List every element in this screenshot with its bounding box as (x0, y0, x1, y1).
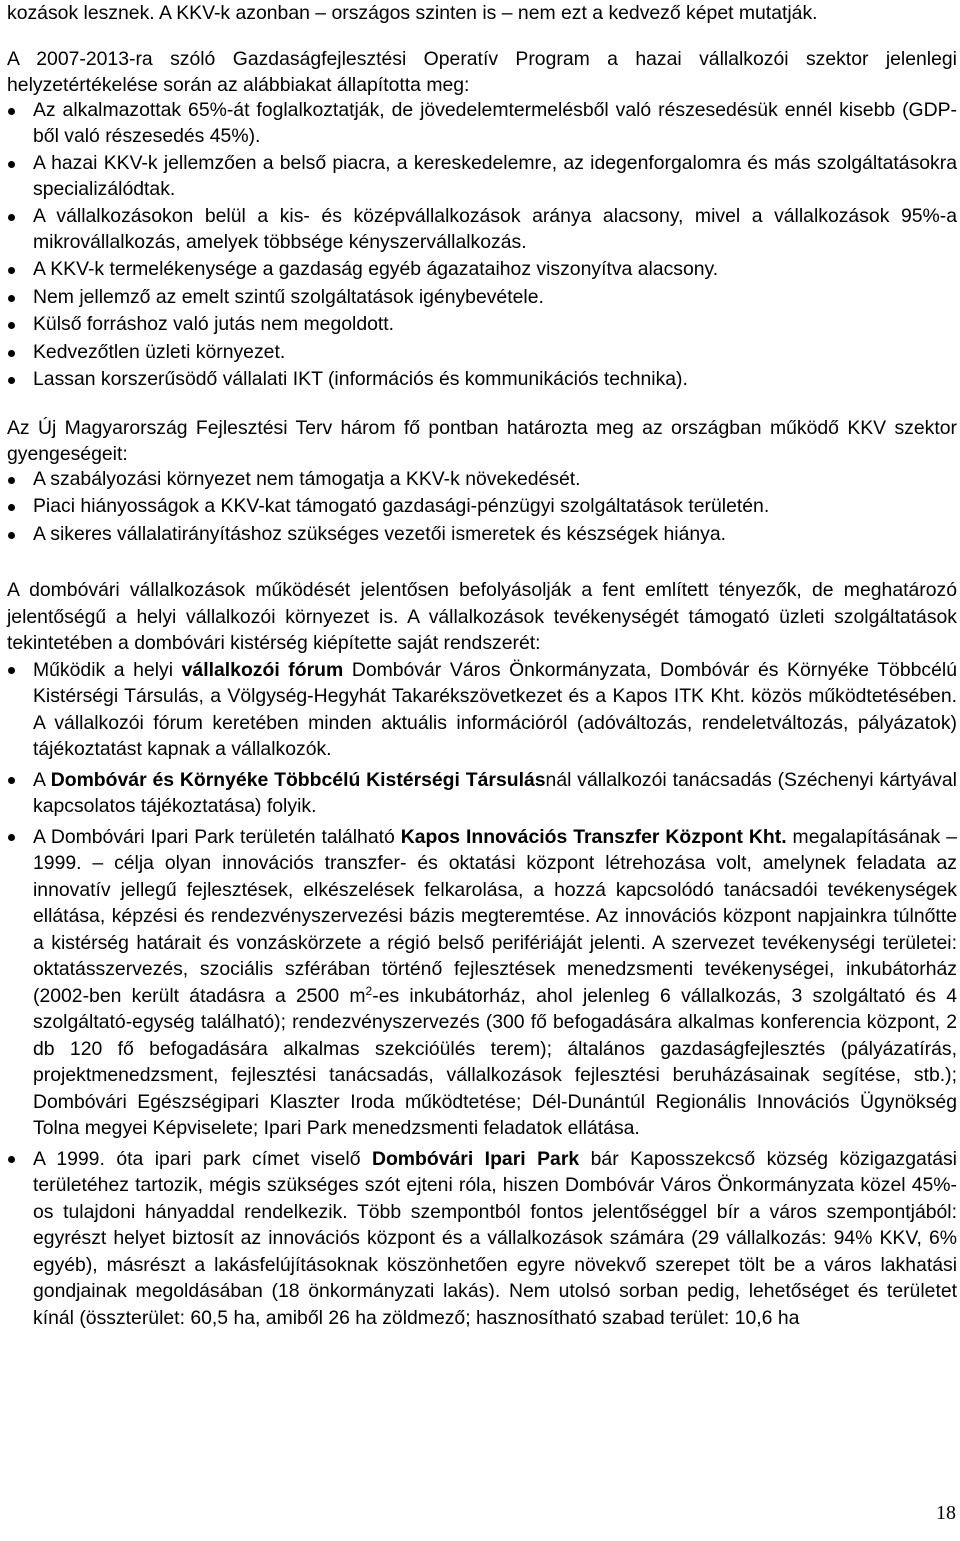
gop-findings-list (7, 98, 957, 393)
item-bold-text: vállalkozói fórum (181, 658, 344, 681)
ujmft-intro-paragraph: Az Új Magyarország Fejlesztési Terv három fő pontban határozta meg az országban működő KKV szektor gyengeségeit: (7, 416, 957, 465)
ujmft-weaknesses-list (7, 467, 957, 548)
spacer (7, 26, 957, 46)
item-bold-text: Kapos Innovációs Transzfer Központ Kht. (400, 825, 787, 848)
item-text: Dombóvár Város Önkormányzata, Dombóvár és Környéke Többcélú Kistérségi Társulás, a Völgység-Hegyhát Takarékszövetkezet és a Kapos ITK Kht. közös működtetésében. A vállalkozói fórum keretében minden aktuális információról (adóváltozás, rendeletváltozás, pályázatok) tájékoztatást kapnak a vállalkozók. (33, 658, 957, 761)
item-text: Működik a helyi (33, 658, 182, 681)
list-item: Kedvezőtlen üzleti környezet. (7, 340, 957, 366)
list-item: A szabályozási környezet nem támogatja a KKV-k növekedését. (7, 467, 957, 493)
gop-intro-paragraph: A 2007-2013-ra szóló Gazdaságfejlesztési Operatív Program a hazai vállalkozói szektor jelenlegi helyzetértékelése során az alábbiakat állapította meg: (7, 48, 957, 97)
item-bold-text: Dombóvár és Környéke Többcélú Kistérségi Társulás (50, 768, 546, 791)
intro-tail-paragraph: kozások lesznek. A KKV-k azonban – országos szinten is – nem ezt a kedvező képet mutatják. (7, 2, 818, 24)
list-item: Nem jellemző az emelt szintű szolgáltatások igénybevétele. (7, 285, 957, 311)
item-bold-text: Dombóvári Ipari Park (371, 1147, 580, 1170)
list-item-vallalkozoi-forum (7, 657, 957, 763)
page-number: 18 (936, 1502, 956, 1524)
list-item-tarsulas (7, 767, 957, 820)
item-text: A 1999. óta ipari park címet viselő (33, 1147, 372, 1170)
list-item: Az alkalmazottak 65%-át foglalkoztatják, de jövedelemtermelésből való részesedésük ennél kisebb (GDP-ből való részesedés 45%). (7, 98, 957, 149)
item-text: megalapításának – 1999. – célja olyan innovációs transzfer- és oktatási központ létrehozása volt, amelynek feladata az innovatív jellegű fejlesztések, elkészelések felkarolása, a hozzá kapcsolódó tanácsadói tevékenységek ellátása, képzési és rendezvényszervezési bázis megteremtése. Az innovációs központ napjainkra túlnőtte a kistérség határait és vonzáskörzete a régió belső perifériáját jelenti. A szervezet tevékenységi területei: oktatásszervezés, szociális szférában történő fejlesztések menedzsmenti tevékenységei, inkubátorház (2002-ben került átadásra a 2500 m (33, 825, 957, 1007)
list-item-kapos-itk (7, 824, 957, 1142)
list-item: Piaci hiányosságok a KKV-kat támogató gazdasági-pénzügyi szolgáltatások területén. (7, 494, 957, 520)
list-item: Külső forráshoz való jutás nem megoldott. (7, 312, 957, 338)
list-item: Lassan korszerűsödő vállalati IKT (információs és kommunikációs technika). (7, 367, 957, 393)
list-item: A hazai KKV-k jellemzően a belső piacra, a kereskedelemre, az idegenforgalomra és más szolgáltatásokra specializálódtak. (7, 151, 957, 202)
item-text: bár Kaposszekcső község közigazgatási területéhez tartozik, mégis szükséges szót ejteni róla, hiszen Dombóvár Város Önkormányzata közel 45%-os tulajdoni hányaddal rendelkezik. Több szempontból fontos jelentőséggel bír a város szempontjából: egyrészt helyet biztosít az innovációs központ és a vállalkozások számára (29 vállalkozás: 94% KKV, 6% egyéb), másrészt a lakásfelújításoknak köszönhetően egyre növekvő szerepet tölt be a város lakhatási gondjainak megoldásában (18 önkormányzati lakás). Nem utolsó sorban pedig, lehetőséget és területet kínál (összterület: 60,5 ha, amiből 26 ha zöldmező; hasznosítható szabad terület: 10,6 ha (33, 1147, 957, 1329)
item-text: -es inkubátorház, ahol jelenleg 6 vállalkozás, 3 szolgáltató és 4 szolgáltató-egység található); rendezvényszervezés (300 fő befogadására alkalmas konferencia központ, 2 db 120 fő befogadására alkalmas szekcióülés terem); általános gazdaságfejlesztés (pályázatírás, projektmenedzsment, fejlesztési tanácsadás, vállalkozások fejlesztési beruházásainak segítése, stb.); Dombóvári Egészségipari Klaszter Iroda működtetése; Dél-Dunántúl Regionális Innovációs Ügynökség Tolna megyei Képviselete; Ipari Park menedzsmenti feladatok ellátása. (33, 984, 957, 1140)
document-page (7, 0, 957, 1335)
item-text: A Dombóvári Ipari Park területén található (33, 825, 401, 848)
dombovar-intro-paragraph: A dombóvári vállalkozások működését jelentősen befolyásolják a fent említett tényezők, de meghatározó jelentőségű a helyi vállalkozói környezet is. A vállalkozások tevékenységét támogató üzleti szolgáltatások tekintetében a dombóvári kistérség kiépítette saját rendszerét: (7, 579, 957, 655)
list-item: A KKV-k termelékenysége a gazdaság egyéb ágazataihoz viszonyítva alacsony. (7, 257, 957, 283)
item-text: A (33, 768, 51, 791)
item-text: nál vállalkozói tanácsadás (Széchenyi kártyával kapcsolatos tájékoztatása) folyik. (33, 768, 957, 818)
list-item: A sikeres vállalatirányításhoz szükséges vezetői ismeretek és készségek hiánya. (7, 522, 957, 548)
spacer (7, 395, 957, 415)
list-item-ipari-park (7, 1146, 957, 1332)
list-item: A vállalkozásokon belül a kis- és középvállalkozások aránya alacsony, mivel a vállalkozások 95%-a mikrovállalkozás, amelyek többsége kényszervállalkozás. (7, 204, 957, 255)
dombovar-services-list (7, 657, 957, 1332)
spacer (7, 549, 957, 577)
superscript: 2 (365, 983, 373, 998)
